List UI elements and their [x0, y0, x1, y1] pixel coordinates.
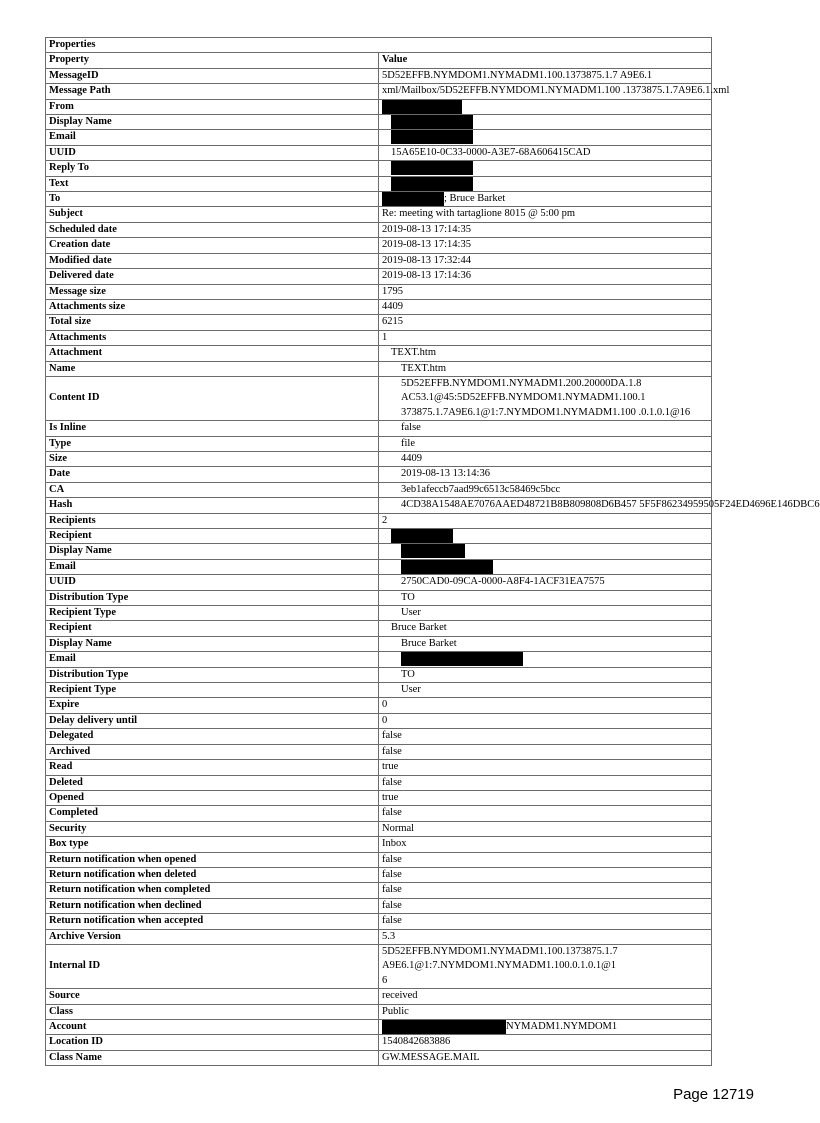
property-value: xml/Mailbox/5D52EFFB.NYMDOM1.NYMADM1.100 .1373875.1.7A9E6.1.xml: [379, 84, 712, 99]
property-value: [379, 544, 712, 559]
property-key: Source: [46, 989, 379, 1004]
value-text: ; Bruce Barket: [444, 193, 506, 205]
value-text: NYMADM1.NYMDOM1: [506, 1021, 618, 1032]
header-value: Value: [379, 53, 712, 68]
property-key: Name: [46, 361, 379, 376]
property-key: Opened: [46, 790, 379, 805]
table-row: [46, 806, 712, 821]
property-value: 4409: [379, 451, 712, 466]
property-value: false: [379, 421, 712, 436]
property-value: Re: meeting with tartaglione 8015 @ 5:00 pm: [379, 207, 712, 222]
property-key: Type: [46, 436, 379, 451]
table-row: [46, 713, 712, 728]
property-value: 2019-08-13 17:14:35: [379, 222, 712, 237]
table-row: [46, 451, 712, 466]
property-key: Location ID: [46, 1035, 379, 1050]
properties-table: [45, 37, 820, 1066]
property-value: TO: [379, 590, 712, 605]
property-key: Date: [46, 467, 379, 482]
property-value: [379, 376, 712, 420]
table-row: [46, 361, 712, 376]
table-row: [46, 467, 712, 482]
property-value: TEXT.htm: [379, 361, 712, 376]
property-value: 5D52EFFB.NYMDOM1.NYMADM1.100.1373875.1.7 A9E6.1: [379, 68, 712, 83]
property-value: false: [379, 744, 712, 759]
table-row: [46, 68, 712, 83]
property-value: 2750CAD0-09CA-0000-A8F4-1ACF31EA7575: [379, 575, 712, 590]
table-row: [46, 559, 712, 574]
property-key: Attachment: [46, 346, 379, 361]
redaction-bar: [401, 652, 523, 666]
table-row: [46, 852, 712, 867]
property-key: Recipient: [46, 529, 379, 544]
property-value: true: [379, 760, 712, 775]
value-text: 5D52EFFB.NYMDOM1.NYMADM1.100.1373875.1.7 A9E6.1@1:7.NYMDOM1.NYMADM1.100.0.1.0.1@1 6: [382, 945, 618, 986]
property-value: User: [379, 606, 712, 621]
property-key: Recipient Type: [46, 683, 379, 698]
property-value: [379, 161, 712, 176]
property-key: Email: [46, 652, 379, 667]
table-row: [46, 498, 712, 513]
table-row: [46, 606, 712, 621]
table-row: [46, 729, 712, 744]
property-key: MessageID: [46, 68, 379, 83]
property-value: 3eb1afeccb7aad99c6513c58469c5bcc: [379, 482, 712, 497]
redaction-bar: [391, 161, 473, 175]
property-key: From: [46, 99, 379, 114]
property-key: Read: [46, 760, 379, 775]
property-value: false: [379, 806, 712, 821]
property-key: Delivered date: [46, 269, 379, 284]
table-row: [46, 1035, 712, 1050]
property-value: TEXT.htm: [379, 346, 712, 361]
value-text: 5D52EFFB.NYMDOM1.NYMADM1.200.20000DA.1.8 AC53.1@45:5D52EFFB.NYMDOM1.NYMADM1.100.1 373875.1.7A9E6.1@1:7.NYMDOM1.NYMADM1.100 .0.1.0.1@16: [401, 377, 691, 418]
table-row: [46, 760, 712, 775]
table-row: [46, 698, 712, 713]
table-row: [46, 1020, 712, 1035]
property-value: 1: [379, 330, 712, 345]
property-key: UUID: [46, 575, 379, 590]
table-row: [46, 944, 712, 988]
property-key: Email: [46, 559, 379, 574]
property-key: Creation date: [46, 238, 379, 253]
table-row: [46, 575, 712, 590]
table-row: [46, 1004, 712, 1019]
property-value: 2019-08-13 13:14:36: [379, 467, 712, 482]
redaction-bar: [382, 100, 462, 114]
property-value: 0: [379, 713, 712, 728]
table-row: [46, 590, 712, 605]
property-key: Display Name: [46, 544, 379, 559]
table-row: [46, 330, 712, 345]
property-value: Inbox: [379, 837, 712, 852]
table-row: [46, 222, 712, 237]
table-row: [46, 883, 712, 898]
table-row: [46, 482, 712, 497]
table-row: [46, 621, 712, 636]
table-row: [46, 837, 712, 852]
property-value: received: [379, 989, 712, 1004]
property-value: [379, 652, 712, 667]
redaction-bar: [391, 115, 473, 129]
table-row: [46, 253, 712, 268]
header-property: Property: [46, 53, 379, 68]
property-key: Deleted: [46, 775, 379, 790]
redaction-bar: [382, 192, 444, 206]
table-row: [46, 376, 712, 420]
table-row: [46, 821, 712, 836]
table-row: [46, 299, 712, 314]
table-row: [46, 667, 712, 682]
property-key: Box type: [46, 837, 379, 852]
property-value: GW.MESSAGE.MAIL: [379, 1050, 712, 1065]
property-value: file: [379, 436, 712, 451]
table-row: [46, 346, 712, 361]
table-row: [46, 529, 712, 544]
property-value: true: [379, 790, 712, 805]
property-value: [379, 944, 712, 988]
property-value: 5.3: [379, 929, 712, 944]
table-row: [46, 929, 712, 944]
property-key: Email: [46, 130, 379, 145]
property-value: 4CD38A1548AE7076AAED48721B8B809808D6B457 5F5F86234959505F24ED4696E146DBC6: [379, 498, 712, 513]
redaction-bar: [382, 1020, 506, 1034]
table-title-row: [46, 38, 712, 53]
property-key: Message Path: [46, 84, 379, 99]
property-key: Attachments: [46, 330, 379, 345]
table-title: Properties: [46, 38, 712, 53]
table-row: [46, 989, 712, 1004]
table-row: [46, 775, 712, 790]
property-value: TO: [379, 667, 712, 682]
property-value: [379, 192, 712, 207]
property-key: Security: [46, 821, 379, 836]
table-row: [46, 867, 712, 882]
property-key: Display Name: [46, 636, 379, 651]
property-value: [379, 559, 712, 574]
property-key: Text: [46, 176, 379, 191]
table-row: [46, 744, 712, 759]
table-row: [46, 238, 712, 253]
table-row: [46, 1050, 712, 1065]
property-value: [379, 1020, 712, 1035]
table-row: [46, 161, 712, 176]
property-key: Class Name: [46, 1050, 379, 1065]
property-value: false: [379, 729, 712, 744]
property-key: Distribution Type: [46, 667, 379, 682]
property-key: UUID: [46, 145, 379, 160]
property-value: Bruce Barket: [379, 636, 712, 651]
table-row: [46, 130, 712, 145]
table-row: [46, 176, 712, 191]
property-key: Completed: [46, 806, 379, 821]
table-row: [46, 544, 712, 559]
property-value: 4409: [379, 299, 712, 314]
property-key: Account: [46, 1020, 379, 1035]
page-number: Page 12719: [673, 1086, 754, 1103]
table-row: [46, 513, 712, 528]
property-value: false: [379, 775, 712, 790]
property-value: 2019-08-13 17:14:35: [379, 238, 712, 253]
property-value: 1540842683886: [379, 1035, 712, 1050]
table-row: [46, 790, 712, 805]
redaction-bar: [391, 177, 473, 191]
table-row: [46, 315, 712, 330]
table-row: [46, 636, 712, 651]
properties-table-body: [46, 38, 820, 1066]
property-value: [379, 130, 712, 145]
property-key: Return notification when opened: [46, 852, 379, 867]
property-key: Reply To: [46, 161, 379, 176]
table-row: [46, 99, 712, 114]
table-row: [46, 652, 712, 667]
property-key: Recipients: [46, 513, 379, 528]
property-key: Attachments size: [46, 299, 379, 314]
redaction-bar: [401, 544, 465, 558]
property-value: 1795: [379, 284, 712, 299]
property-key: Return notification when declined: [46, 898, 379, 913]
property-value: false: [379, 898, 712, 913]
property-value: 2019-08-13 17:32:44: [379, 253, 712, 268]
property-key: CA: [46, 482, 379, 497]
property-value: [379, 176, 712, 191]
property-key: Hash: [46, 498, 379, 513]
property-key: Return notification when accepted: [46, 914, 379, 929]
property-value: 2019-08-13 17:14:36: [379, 269, 712, 284]
table-row: [46, 145, 712, 160]
table-row: [46, 115, 712, 130]
property-value: [379, 529, 712, 544]
table-row: [46, 683, 712, 698]
property-key: Internal ID: [46, 944, 379, 988]
property-value: 0: [379, 698, 712, 713]
property-value: Public: [379, 1004, 712, 1019]
table-row: [46, 436, 712, 451]
property-value: 6215: [379, 315, 712, 330]
property-value: Bruce Barket: [379, 621, 712, 636]
property-key: Archive Version: [46, 929, 379, 944]
property-key: Return notification when completed: [46, 883, 379, 898]
property-key: Class: [46, 1004, 379, 1019]
property-key: Distribution Type: [46, 590, 379, 605]
table-row: [46, 421, 712, 436]
property-value: false: [379, 883, 712, 898]
table-row: [46, 914, 712, 929]
property-key: Is Inline: [46, 421, 379, 436]
table-row: [46, 84, 712, 99]
property-key: Scheduled date: [46, 222, 379, 237]
redaction-bar: [401, 560, 493, 574]
redaction-bar: [391, 529, 453, 543]
property-value: false: [379, 914, 712, 929]
table-row: [46, 207, 712, 222]
property-key: Size: [46, 451, 379, 466]
property-key: Display Name: [46, 115, 379, 130]
property-key: Content ID: [46, 376, 379, 420]
table-row: [46, 269, 712, 284]
property-value: false: [379, 867, 712, 882]
property-key: Delay delivery until: [46, 713, 379, 728]
property-key: Archived: [46, 744, 379, 759]
property-key: Recipient Type: [46, 606, 379, 621]
property-value: 15A65E10-0C33-0000-A3E7-68A606415CAD: [379, 145, 712, 160]
redaction-bar: [391, 130, 473, 144]
property-value: [379, 115, 712, 130]
property-key: Message size: [46, 284, 379, 299]
property-key: Total size: [46, 315, 379, 330]
property-key: Subject: [46, 207, 379, 222]
property-value: User: [379, 683, 712, 698]
property-value: 2: [379, 513, 712, 528]
table-row: [46, 284, 712, 299]
property-key: To: [46, 192, 379, 207]
property-key: Recipient: [46, 621, 379, 636]
table-row: [46, 192, 712, 207]
table-row: [46, 898, 712, 913]
property-key: Expire: [46, 698, 379, 713]
property-value: [379, 99, 712, 114]
property-key: Delegated: [46, 729, 379, 744]
property-key: Return notification when deleted: [46, 867, 379, 882]
property-value: false: [379, 852, 712, 867]
property-value: Normal: [379, 821, 712, 836]
table-header-row: [46, 53, 712, 68]
property-key: Modified date: [46, 253, 379, 268]
